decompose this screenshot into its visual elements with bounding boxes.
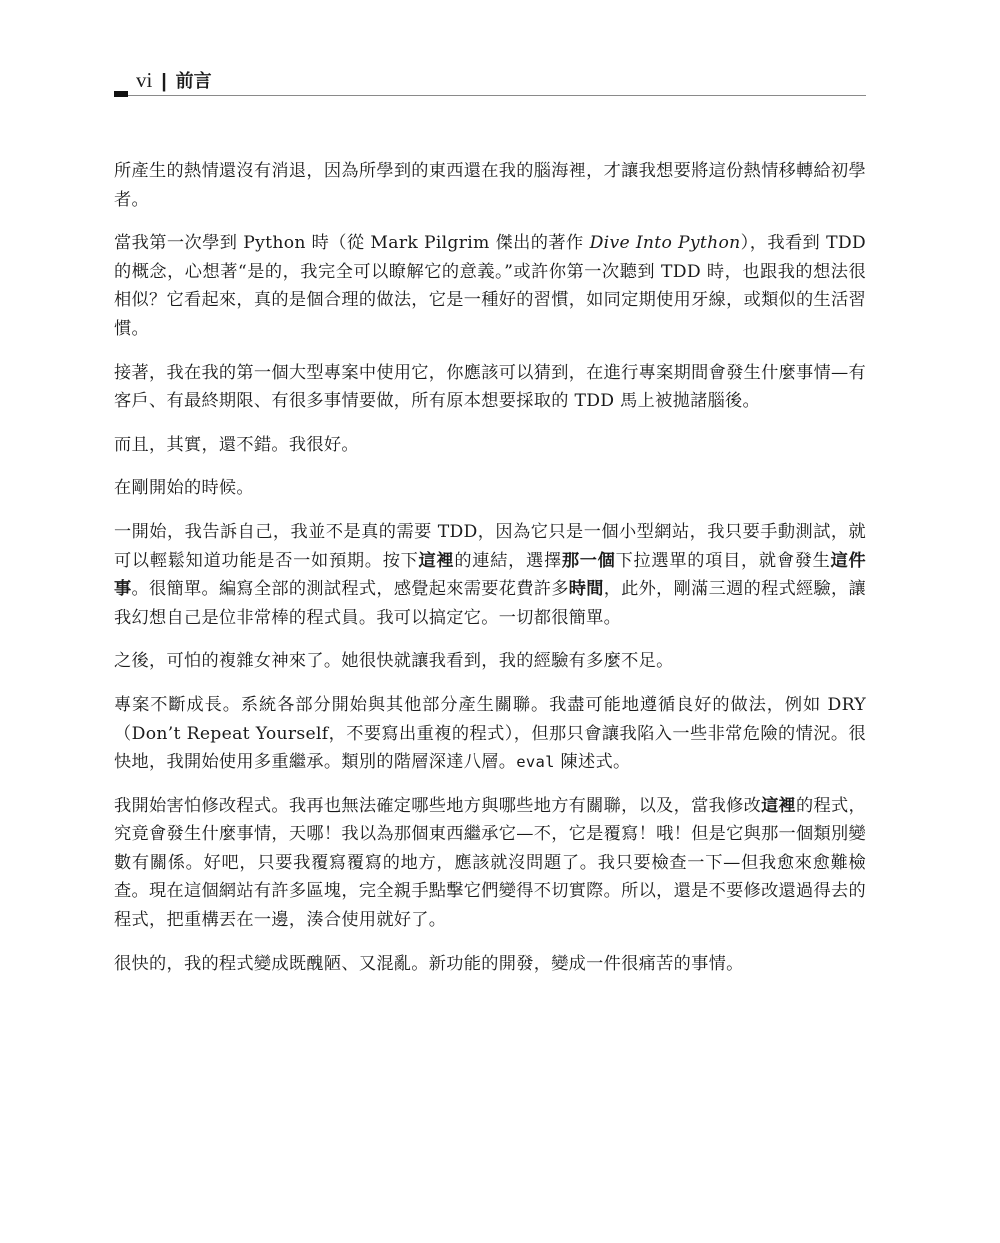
body-paragraph [114, 431, 866, 460]
body-paragraph [114, 359, 866, 416]
paragraph-text: 在剛開始的時候。 [114, 478, 254, 499]
body-paragraph [114, 474, 866, 503]
paragraph-text: 所產生的熱情還沒有消退，因為所學到的東西還在我的腦海裡，才讓我想要將這份熱情移轉給初學者。 [114, 161, 866, 210]
paragraph-text: 專案不斷成長。系統各部分開始與其他部分產生關聯。我盡可能地遵循良好的做法，例如 DRY（Don’t Repeat Yourself，不要寫出重複的程式），但那只會讓我陷入一些非常危險的情況。很快地，我開始使用多重繼承。類別的階層深達八層。 [114, 694, 866, 773]
paragraph-text: 而且，其實，還不錯。我很好。 [114, 434, 359, 455]
paragraph-text: 一開始，我告訴自己，我並不是真的需要 TDD，因為它只是一個小型網站，我只要手動測試，就可以輕鬆知道功能是否一如預期。按下 [114, 521, 866, 571]
paragraph-text: 陳述式。 [554, 752, 631, 773]
body-paragraph [114, 518, 866, 632]
section-title: 前言 [175, 71, 212, 92]
paragraph-text: 的程式，究竟會發生什麼事情，天哪！我以為那個東西繼承它—不，它是覆寫！哦！但是它與那一個類別變數有關係。好吧，只要我覆寫覆寫的地方，應該就沒問題了。我只要檢查一下—但我愈來愈難檢查。現在這個網站有許多區塊，完全親手點擊它們變得不切實際。所以，還是不要修改還過得去的程式，把重構丟在一邊，湊合使用就好了。 [114, 795, 866, 931]
emphasized-term: 那一個 [561, 550, 616, 571]
emphasized-term: 這件事 [114, 550, 866, 600]
header-rule [128, 95, 866, 96]
emphasized-term: 時間 [568, 579, 604, 600]
body-paragraph [114, 792, 866, 935]
paragraph-text: 。很簡單。編寫全部的測試程式，感覺起來需要花費許多 [131, 579, 569, 600]
paragraph-text: ，此外，剛滿三週的程式經驗，讓我幻想自己是位非常棒的程式員。我可以搞定它。一切都很簡單。 [114, 579, 867, 628]
emphasized-term: 這裡 [418, 550, 455, 571]
paragraph-text: 很快的，我的程式變成既醜陋、又混亂。新功能的開發，變成一件很痛苦的事情。 [114, 953, 744, 974]
body-paragraph [114, 691, 866, 777]
body-paragraph [114, 950, 866, 979]
paragraph-text: 的連結，選擇 [454, 550, 562, 571]
body-paragraph [114, 229, 866, 343]
paragraph-text: 當我第一次學到 Python 時（從 Mark Pilgrim 傑出的著作 [114, 233, 590, 254]
emphasized-term: 這裡 [761, 795, 797, 816]
paragraph-text: ），我看到 TDD 的概念，心想著“是的，我完全可以瞭解它的意義。”或許你第一次聽到 TDD 時，也跟我的想法很相似？它看起來，真的是個合理的做法，它是一種好的習慣，如同定期使用牙線，或類似的生活習慣。 [114, 233, 867, 339]
running-header [114, 64, 866, 98]
header-separator: | [161, 71, 167, 92]
paragraph-text: 我開始害怕修改程式。我再也無法確定哪些地方與哪些地方有關聯，以及，當我修改 [114, 795, 762, 816]
code-term: eval [516, 753, 555, 772]
paragraph-text: 接著，我在我的第一個大型專案中使用它，你應該可以猜到，在進行專案期間會發生什麼事情—有客戶、有最終期限、有很多事情要做，所有原本想要採取的 TDD 馬上被拋諸腦後。 [114, 362, 866, 412]
page-number: vi [136, 68, 153, 92]
page-body [114, 157, 866, 993]
paragraph-text: 之後，可怕的複雜女神來了。她很快就讓我看到，我的經驗有多麼不足。 [114, 651, 674, 672]
header-text [136, 68, 212, 94]
header-bar-mark [114, 91, 128, 97]
body-paragraph [114, 157, 866, 214]
book-title: Dive Into Python [589, 233, 741, 254]
body-paragraph [114, 647, 866, 676]
paragraph-text: 下拉選單的項目，就會發生 [615, 550, 831, 571]
